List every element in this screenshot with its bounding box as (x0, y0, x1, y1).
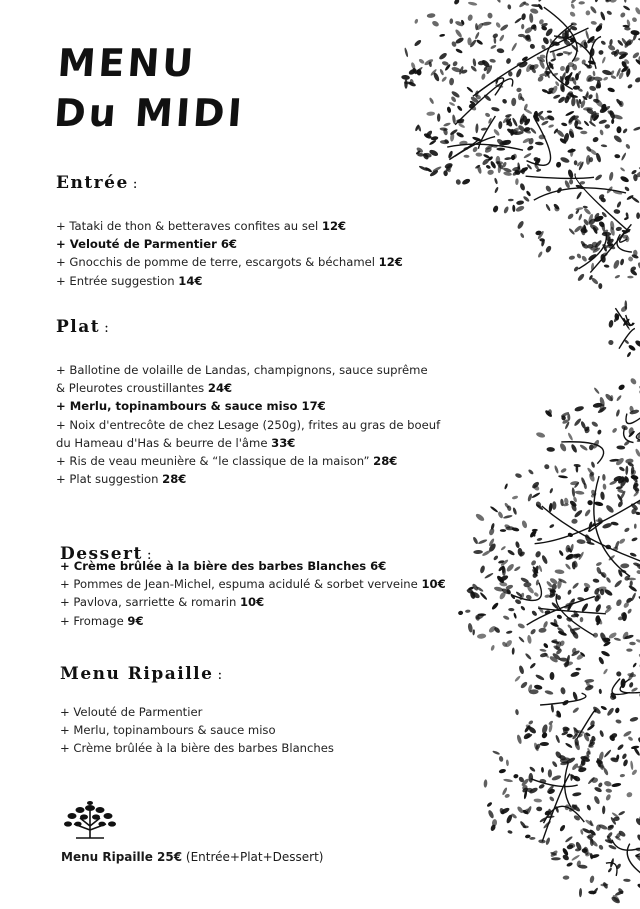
menu-item (60, 557, 446, 575)
section-heading-ripaille (60, 664, 224, 684)
footer-label: Menu Ripaille 25€ (61, 850, 183, 864)
menu-item-text: + Velouté de Parmentier (60, 705, 203, 719)
menu-item (56, 452, 440, 470)
menu-item (56, 397, 440, 415)
entree-list (56, 217, 403, 290)
menu-item (60, 739, 334, 757)
section-heading-label: Dessert (60, 544, 143, 564)
section-heading-colon: : (217, 667, 224, 683)
menu-item (56, 253, 403, 271)
menu-item-text: + Merlu, topinambours & sauce miso (60, 723, 276, 738)
menu-item (56, 416, 440, 434)
menu-item-text: + Ris de veau meunière & “le classique de la maison” (56, 454, 374, 469)
section-heading-label: Menu Ripaille (60, 664, 214, 684)
section-heading-label: Entrée (56, 173, 129, 193)
section-heading-entree (56, 173, 139, 193)
menu-item-text: + Fromage (60, 613, 128, 628)
menu-item-text: + Noix d'entrecôte de chez Lesage (250g), frites au gras de boeuf (56, 417, 441, 432)
menu-item-text: du Hameau d'Has & beurre de l'âme (56, 435, 272, 450)
menu-item-price: 12€ (378, 255, 403, 270)
menu-item-price: 10€ (239, 595, 265, 610)
ripaille-list (60, 703, 334, 758)
menu-item-text: + Pavlova, sarriette & romarin (60, 595, 240, 610)
menu-item-text: + Crème brûlée à la bière des barbes Blanches (60, 741, 334, 756)
menu-item-price: 10€ (421, 577, 446, 592)
dessert-list (60, 557, 446, 630)
menu-item (60, 612, 446, 630)
section-heading-colon: : (104, 320, 111, 336)
menu-item-price: 28€ (373, 454, 398, 469)
menu-item-price: 14€ (178, 273, 203, 288)
page-title (53, 38, 250, 138)
section-heading-plat (56, 317, 110, 337)
menu-item (56, 361, 440, 379)
menu-item-text: + Entrée suggestion (56, 273, 179, 288)
menu-item (56, 379, 440, 397)
menu-item-price: 28€ (162, 472, 187, 487)
menu-item (56, 470, 440, 488)
menu-item-text: + Tataki de thon & betteraves confites au sel (56, 219, 322, 233)
menu-item-price: 33€ (271, 435, 296, 450)
menu-item-price: 9€ (127, 613, 144, 628)
menu-item-text: + Pommes de Jean-Michel, espuma acidulé & sorbet verveine (60, 577, 422, 592)
tree-logo-icon (62, 800, 118, 840)
menu-item (60, 593, 446, 611)
menu-item-text: + Plat suggestion (56, 472, 163, 487)
menu-item (56, 434, 440, 452)
menu-item-text: + Gnocchis de pomme de terre, escargots & béchamel (56, 255, 379, 270)
menu-item-text: + Velouté de Parmentier 6€ (56, 237, 237, 252)
menu-item (60, 575, 446, 593)
menu-item (56, 217, 403, 235)
section-heading-label: Plat (56, 317, 101, 337)
menu-item (56, 272, 403, 290)
menu-item-text: + Merlu, topinambours & sauce miso 17€ (56, 399, 326, 414)
menu-item-price: 24€ (207, 381, 233, 396)
menu-item (56, 235, 403, 253)
menu-item-text: + Crème brûlée à la bière des barbes Blanches 6€ (60, 559, 387, 573)
title-line-1: MENU (56, 41, 198, 85)
footer-price-line (61, 849, 324, 865)
menu-item-text: & Pleurotes croustillantes (56, 381, 208, 396)
menu-item (60, 703, 334, 721)
section-heading-colon: : (146, 547, 154, 563)
menu-item-price: 12€ (321, 219, 347, 233)
section-heading-colon: : (132, 176, 139, 192)
footer-detail: (Entrée+Plat+Dessert) (182, 850, 324, 864)
title-line-2: Du MIDI (52, 91, 247, 135)
plat-list (56, 361, 440, 488)
menu-item-text: + Ballotine de volaille de Landas, champignons, sauce suprême (56, 363, 428, 377)
menu-item (60, 721, 334, 739)
